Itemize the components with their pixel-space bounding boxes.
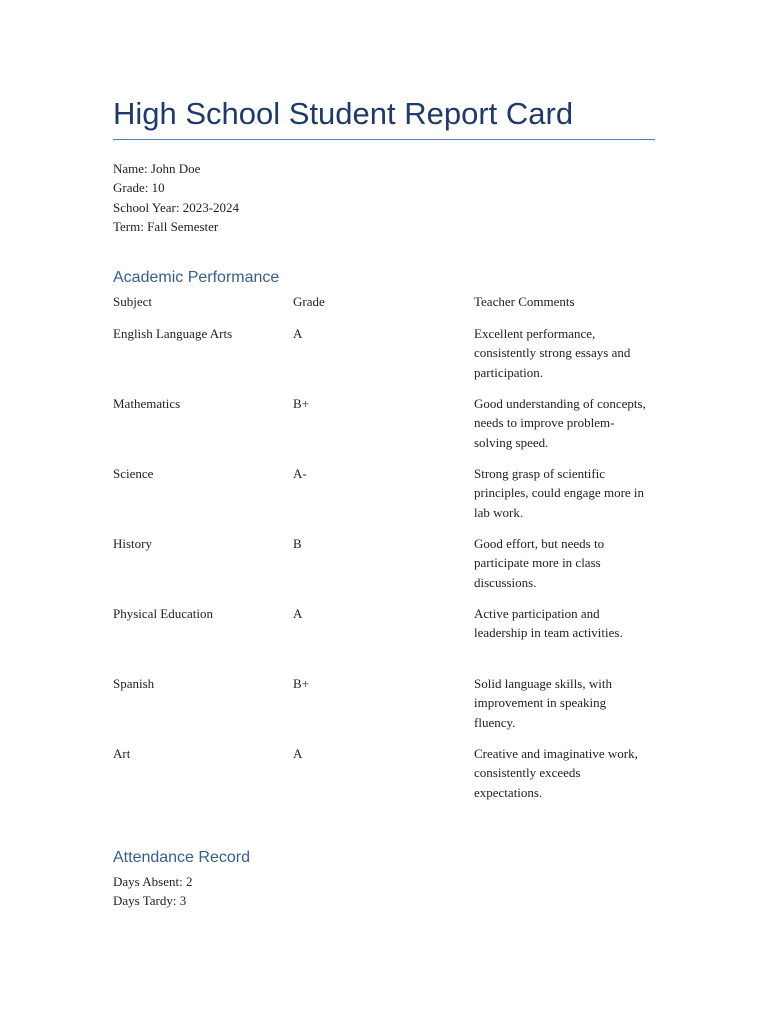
- column-header-subject: Subject: [113, 294, 152, 309]
- subject-cell: History: [113, 536, 152, 551]
- student-grade-level: Grade: 10: [113, 180, 165, 196]
- comment-cell: Good effort, but needs to participate more in class discussions.: [474, 536, 605, 590]
- student-info-block: [113, 159, 655, 236]
- table-row: [113, 464, 655, 534]
- comment-cell: Strong grasp of scientific principles, could engage more in lab work.: [474, 466, 645, 520]
- comment-cell: Good understanding of concepts, needs to improve problem-solving speed.: [474, 396, 646, 450]
- academic-performance-heading: Academic Performance: [113, 269, 280, 286]
- term: Term: Fall Semester: [113, 218, 219, 234]
- table-row: [113, 604, 655, 674]
- grade-cell: B+: [293, 396, 310, 411]
- comment-cell: Solid language skills, with improvement in speaking fluency.: [474, 676, 612, 730]
- grade-cell: A-: [293, 466, 307, 481]
- grade-cell: A: [293, 746, 303, 761]
- grade-cell: A: [293, 606, 303, 621]
- attendance-block: [113, 872, 655, 911]
- title-underline-rule: [113, 139, 655, 140]
- page-title: High School Student Report Card: [113, 96, 574, 131]
- comment-cell: Excellent performance, consistently strong essays and participation.: [474, 326, 631, 380]
- subject-cell: English Language Arts: [113, 326, 233, 341]
- grade-cell: A: [293, 326, 303, 341]
- comment-cell: Creative and imaginative work, consistently exceeds expectations.: [474, 746, 638, 800]
- table-row: [113, 394, 655, 464]
- grades-table-header: [113, 292, 655, 324]
- table-row: [113, 324, 655, 394]
- school-year: School Year: 2023-2024: [113, 199, 240, 215]
- days-tardy: Days Tardy: 3: [113, 893, 187, 909]
- grades-table: [113, 292, 655, 814]
- subject-cell: Mathematics: [113, 396, 181, 411]
- days-absent: Days Absent: 2: [113, 874, 193, 889]
- subject-cell: Spanish: [113, 676, 155, 691]
- subject-cell: Physical Education: [113, 606, 214, 621]
- comment-cell: Active participation and leadership in team activities.: [474, 606, 623, 641]
- grade-cell: B: [293, 536, 302, 551]
- attendance-record-heading: Attendance Record: [113, 849, 250, 866]
- table-row: [113, 674, 655, 744]
- table-row: [113, 534, 655, 604]
- student-name: Name: John Doe: [113, 161, 201, 176]
- column-header-grade: Grade: [293, 294, 325, 309]
- table-row: [113, 744, 655, 814]
- subject-cell: Art: [113, 746, 131, 761]
- column-header-teacher-comments: Teacher Comments: [474, 294, 575, 309]
- grade-cell: B+: [293, 676, 310, 691]
- subject-cell: Science: [113, 466, 154, 481]
